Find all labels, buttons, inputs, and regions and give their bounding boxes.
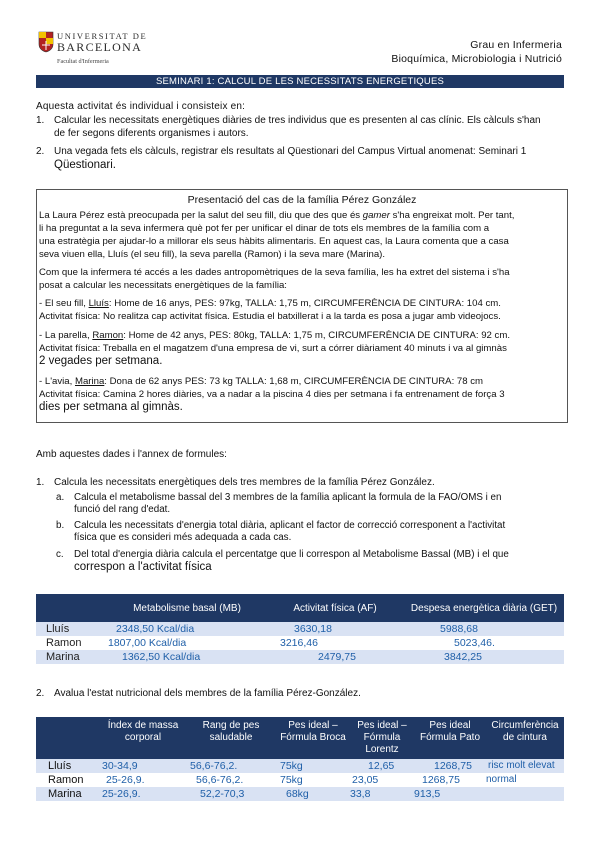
table-header: Pes ideal – Fórmula Broca xyxy=(276,717,350,759)
table-header: Índex de massa corporal xyxy=(100,717,186,759)
case-text-italic: gamer xyxy=(362,210,390,221)
member-line xyxy=(39,376,567,388)
member-name-cell: Ramon xyxy=(36,636,108,650)
question-number: 1. xyxy=(36,477,45,488)
member-data: : Home de 16 anys, PES: 97kg, TALLA: 1,75 m, CIRCUMFERÈNCIA DE CINTURA: 104 cm. xyxy=(108,298,501,309)
mb-cell: 1807,00 Kcal/dia xyxy=(108,636,266,650)
member-name-cell: Lluís xyxy=(36,622,108,636)
step-text: de fer segons diferents organismes i autors. xyxy=(54,127,249,139)
case-paragraph-line: seva viuen ella, Lluís (el seu fill), la seva parella (Ramon) i la seva mare (Marina). xyxy=(39,249,386,260)
table-header xyxy=(36,594,108,622)
imc-cell: 30-34,9 xyxy=(100,759,186,773)
case-text: - La parella, xyxy=(39,330,93,341)
member-name: Marina xyxy=(74,376,105,387)
table-header-row xyxy=(36,717,564,759)
logo-line-barcelona: BARCELONA xyxy=(57,40,143,54)
step-number: 2. xyxy=(36,146,45,157)
table-row xyxy=(36,759,564,773)
member-activity: Activitat física: Treballa en el magatzem d'una empresa de vi, surt a córrer diàriament 40 minuts i va al gimnàs xyxy=(39,343,507,354)
table-header: Activitat física (AF) xyxy=(266,594,404,622)
member-line xyxy=(39,330,567,342)
course-subject: Bioquímica, Microbiologia i Nutrició xyxy=(391,53,562,65)
case-paragraph-line: una estratègia per ajudar-lo a millorar els seus hàbits alimentaris. En aquest cas, la Laura comenta que a casa xyxy=(39,236,509,247)
logo-faculty: Facultat d'Infermeria xyxy=(57,58,109,65)
sub-letter: b. xyxy=(56,520,65,531)
get-cell: 3842,25 xyxy=(404,650,564,664)
case-text: - El seu fill, xyxy=(39,298,89,309)
get-cell: 5988,68 xyxy=(404,622,564,636)
rang-cell: 56,6-76,2. xyxy=(186,759,276,773)
af-cell: 2479,75 xyxy=(266,650,404,664)
member-name-cell: Ramon xyxy=(36,773,100,787)
table-header: Pes ideal Fórmula Pato xyxy=(414,717,486,759)
question-text: Avalua l'estat nutricional dels membres de la família Pérez-González. xyxy=(54,688,361,699)
member-name-cell: Lluís xyxy=(36,759,100,773)
get-cell: 5023,46. xyxy=(404,636,564,650)
member-name: Ramon xyxy=(92,330,124,341)
mb-cell: 2348,50 Kcal/dia xyxy=(108,622,266,636)
case-text: - L'avia, xyxy=(39,376,75,387)
member-data: : Dona de 62 anys PES: 73 kg TALLA: 1,68 m, CIRCUMFERÈNCIA DE CINTURA: 78 cm xyxy=(104,376,484,387)
sub-letter: c. xyxy=(56,549,64,560)
cintura-cell: risc molt elevat xyxy=(486,759,564,773)
nutrition-table xyxy=(36,717,564,801)
table-header: Rang de pes saludable xyxy=(186,717,276,759)
member-name-cell: Marina xyxy=(36,787,100,801)
member-activity: 2 vegades per setmana. xyxy=(39,355,163,367)
pato-cell: 1268,75 xyxy=(414,759,486,773)
imc-cell: 25-26,9. xyxy=(100,773,186,787)
mb-cell: 1362,50 Kcal/dia xyxy=(108,650,266,664)
case-paragraph-line: Com que la infermera té accés a les dades antropomètriques de la seva família, les ha extret del sistema i s'ha xyxy=(39,267,510,278)
table-row xyxy=(36,787,564,801)
step-text: Una vegada fets els càlculs, registrar els resultats al Qüestionari del Campus Virtual anomenat: Seminari 1 xyxy=(54,146,527,157)
broca-cell: 75kg xyxy=(276,759,350,773)
cintura-cell xyxy=(486,787,564,801)
table-header: Metabolisme basal (MB) xyxy=(108,594,266,622)
step-text: Qüestionari. xyxy=(54,158,117,171)
case-title: Presentació del cas de la família Pérez González xyxy=(187,194,417,206)
step-text: Calcular les necessitats energètiques diàries de tres individus que es presenten al cas clínic. Els càlculs s'han xyxy=(54,115,541,126)
case-presentation-box xyxy=(36,189,568,423)
sub-text: física que es consideri més adequada a cada cas. xyxy=(74,532,292,543)
af-cell: 3216,46 xyxy=(266,636,404,650)
table-row xyxy=(36,773,564,787)
af-cell: 3630,18 xyxy=(266,622,404,636)
member-activity: dies per setmana al gimnàs. xyxy=(39,401,183,413)
member-activity: Activitat física: Camina 2 hores diàries, va a nadar a la piscina 4 dies per setmana i fa entrenament de força 3 xyxy=(39,389,505,400)
energy-table xyxy=(36,594,564,664)
sub-text: Del total d'energia diària calcula el percentatge que li correspon al Metabolisme Bassal (MB) i el que xyxy=(74,549,509,560)
case-paragraph-line xyxy=(39,210,567,222)
table-row xyxy=(36,636,564,650)
pato-cell: 913,5 xyxy=(414,787,486,801)
lorentz-cell: 33,8 xyxy=(350,787,414,801)
table-row xyxy=(36,622,564,636)
sub-text: Calcula les necessitats d'energia total diària, aplicant el factor de correcció corresponent a l'activitat xyxy=(74,520,506,531)
shield-icon xyxy=(38,31,54,53)
sub-text: Calcula el metabolisme bassal del 3 membres de la família aplicant la formula de la FAO/OMS i en xyxy=(74,492,502,503)
case-paragraph-line: posat a calcular les necessitats energètiques de la família: xyxy=(39,280,287,291)
table-row xyxy=(36,650,564,664)
rang-cell: 52,2-70,3 xyxy=(186,787,276,801)
case-text: s'ha engreixat molt. Per tant, xyxy=(392,210,515,221)
table-header: Despesa energètica diària (GET) xyxy=(404,594,564,622)
table-header-row xyxy=(36,594,564,622)
sub-text: funció del rang d'edat. xyxy=(74,504,171,515)
broca-cell: 68kg xyxy=(276,787,350,801)
course-title: Grau en Infermeria xyxy=(470,39,562,51)
university-logo xyxy=(38,30,148,70)
lorentz-cell: 23,05 xyxy=(350,773,414,787)
cintura-cell: normal xyxy=(486,773,564,787)
annex-text: Amb aquestes dades i l'annex de formules: xyxy=(36,449,227,460)
sub-letter: a. xyxy=(56,492,65,503)
imc-cell: 25-26,9. xyxy=(100,787,186,801)
lorentz-cell: 12,65 xyxy=(350,759,414,773)
intro-text: Aquesta activitat és individual i consisteix en: xyxy=(36,101,246,112)
table-header: Circumferència de cintura xyxy=(486,717,564,759)
question-number: 2. xyxy=(36,688,45,699)
member-line xyxy=(39,298,567,310)
step-number: 1. xyxy=(36,115,45,126)
pato-cell: 1268,75 xyxy=(414,773,486,787)
member-data: : Home de 42 anys, PES: 80kg, TALLA: 1,75 m, CIRCUMFERÈNCIA DE CINTURA: 92 cm. xyxy=(123,330,510,341)
member-name-cell: Marina xyxy=(36,650,108,664)
case-text: La Laura Pérez està preocupada per la salut del seu fill, diu que des que és xyxy=(39,210,363,221)
logo-line-university: UNIVERSITAT DE xyxy=(57,31,148,41)
seminar-banner: SEMINARI 1: CALCUL DE LES NECESSITATS ENERGETIQUES xyxy=(36,75,564,88)
member-activity: Activitat física: No realitza cap activitat física. Estudia el batxillerat i a la tarda es posa a jugar amb videojocs. xyxy=(39,311,501,322)
question-text: Calcula les necessitats energètiques dels tres membres de la família Pérez González. xyxy=(54,477,435,488)
broca-cell: 75kg xyxy=(276,773,350,787)
table-header xyxy=(36,717,100,759)
rang-cell: 56,6-76,2. xyxy=(186,773,276,787)
case-paragraph-line: li ha preguntat a la seva infermera què pot fer per unificar el dinar de tots els membres de la família com a xyxy=(39,223,490,234)
sub-text: correspon a l'activitat física xyxy=(74,561,212,573)
member-name: Lluís xyxy=(88,298,109,309)
table-header: Pes ideal – Fórmula Lorentz xyxy=(350,717,414,759)
